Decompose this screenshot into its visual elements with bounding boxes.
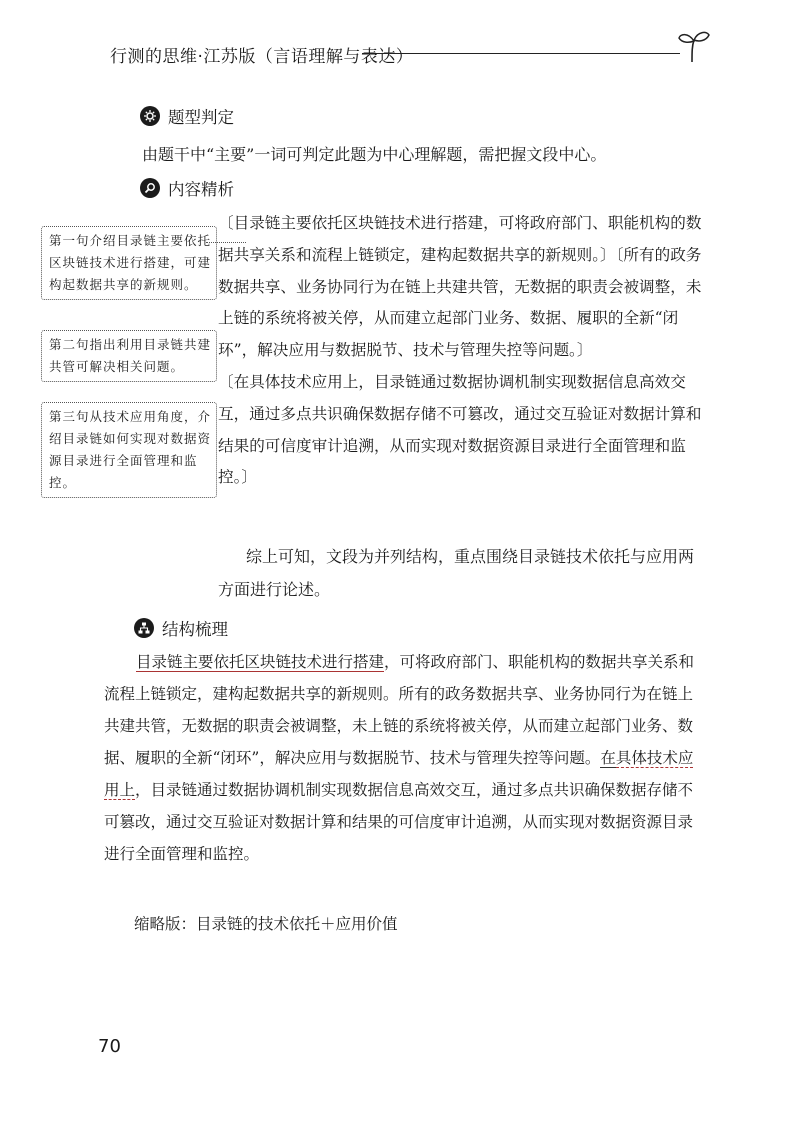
section-title: 题型判定 bbox=[168, 108, 234, 127]
section-heading-type bbox=[140, 104, 234, 128]
structure-text-1: ，可将政府部门、职能机构的数据共享关系和流程上链锁定，建构起数据共享的新规则。所有的政务数据共享、业务协同行为在链上共建共管，无数据的职责会被调整，未上链的系统将被关停，从而建立起部门业务、数据、履职的全新“闭环”，解决应用与数据脱节、技术与管理失控等问题。 bbox=[104, 653, 695, 767]
structure-passage bbox=[104, 646, 706, 870]
section-title: 结构梳理 bbox=[162, 620, 228, 639]
section-heading-structure bbox=[134, 616, 228, 640]
sentence-3: 〔在具体技术应用上，目录链通过数据协调机制实现数据信息高效交互，通过多点共识确保数据存储不可篡改，通过交互验证对数据计算和结果的可信度审计追溯，从而实现对数据资源目录进行全面管理和监控。〕 bbox=[218, 372, 702, 487]
header-rule bbox=[362, 53, 680, 54]
sentence-1: 〔目录链主要依托区块链技术进行搭建，可将政府部门、职能机构的数据共享关系和流程上链锁定，建构起数据共享的新规则。〕 bbox=[218, 214, 702, 264]
section-heading-analysis bbox=[140, 176, 234, 200]
side-note-3: 第三句从技术应用角度，介绍目录链如何实现对数据资源目录进行全面管理和监控。 bbox=[41, 402, 217, 498]
tree-structure-icon bbox=[134, 618, 154, 638]
underlined-topic: 目录链主要依托区块链技术进行搭建 bbox=[136, 653, 385, 671]
analysis-passage bbox=[218, 208, 708, 494]
note-connector bbox=[206, 242, 246, 243]
side-note-1: 第一句介绍目录链主要依托区块链技术进行搭建，可建构起数据共享的新规则。 bbox=[41, 226, 217, 300]
summary-line: 缩略版：目录链的技术依托＋应用价值 bbox=[134, 915, 398, 933]
sprout-icon bbox=[674, 28, 714, 64]
underlined-application: 具体技术应用上 bbox=[104, 749, 694, 799]
section-title: 内容精析 bbox=[168, 180, 234, 199]
structure-text-2: 在 bbox=[600, 749, 616, 767]
gear-icon bbox=[140, 106, 160, 126]
page-number: 70 bbox=[98, 1036, 121, 1057]
analysis-conclusion: 综上可知，文段为并列结构，重点围绕目录链技术依托与应用两方面进行论述。 bbox=[218, 547, 695, 599]
running-header: 行测的思维·江苏版（言语理解与表达） bbox=[110, 47, 414, 67]
magnifier-icon bbox=[140, 178, 160, 198]
type-judgment-text: 由题干中“主要”一词可判定此题为中心理解题，需把握文段中心。 bbox=[142, 145, 607, 164]
sentence-2: 〔所有的政务数据共享、业务协同行为在链上共建共管，无数据的职责会被调整，未上链的系统将被关停，从而建立起部门业务、数据、履职的全新“闭环”，解决应用与数据脱节、技术与管理失控等问题。〕 bbox=[218, 245, 702, 360]
side-note-2: 第二句指出利用目录链共建共管可解决相关问题。 bbox=[41, 330, 217, 382]
structure-text-3: ，目录链通过数据协调机制实现数据信息高效交互，通过多点共识确保数据存储不可篡改，通过交互验证对数据计算和结果的可信度审计追溯，从而实现对数据资源目录进行全面管理和监控。 bbox=[104, 781, 694, 863]
